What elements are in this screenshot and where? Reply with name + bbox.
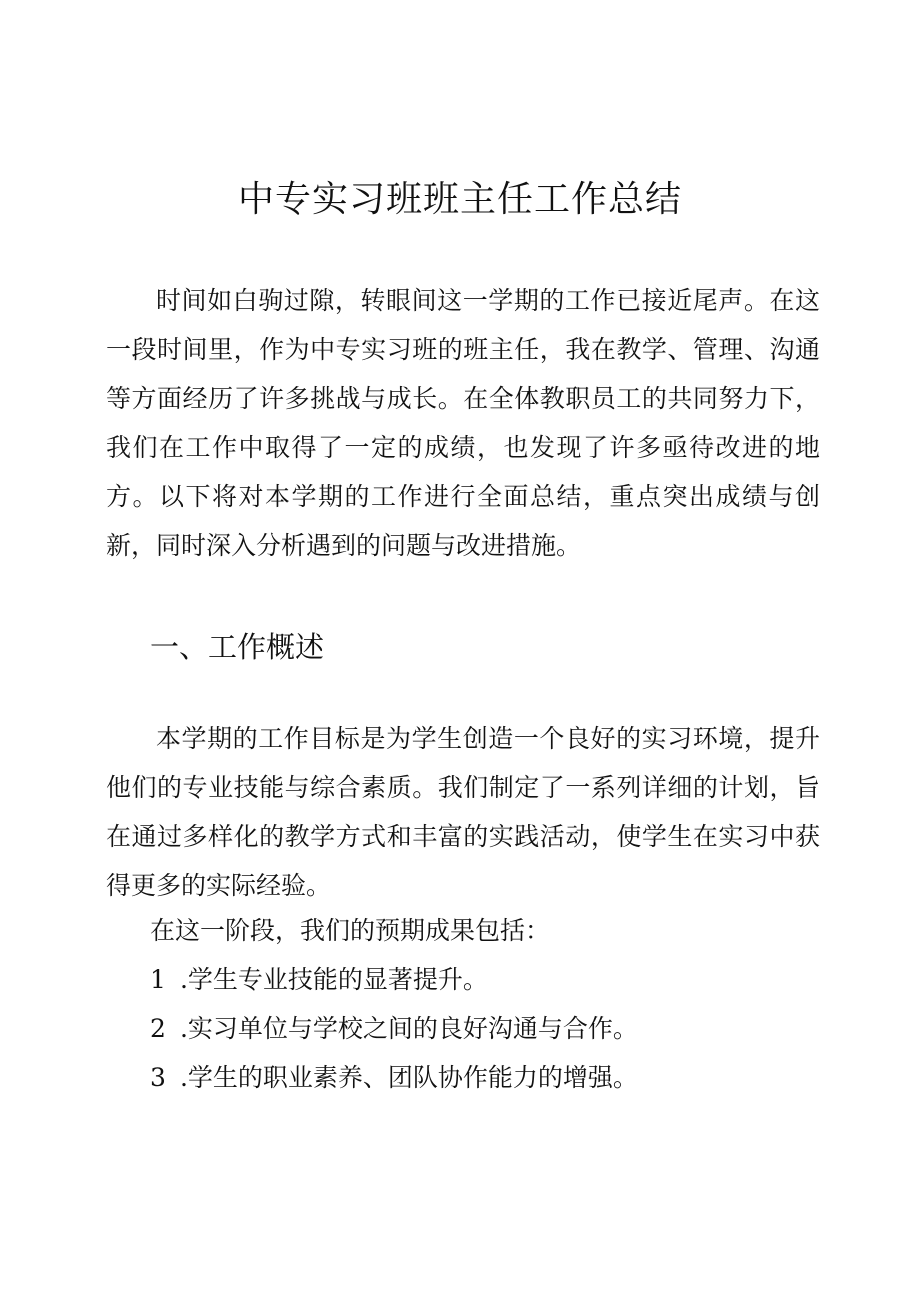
- list-item-text: .学生专业技能的显著提升。: [179, 965, 488, 994]
- document-title: 中专实习班班主任工作总结: [237, 179, 682, 220]
- list-item: [150, 1004, 638, 1053]
- overview-paragraph: 本学期的工作目标是为学生创造一个良好的实习环境，提升他们的专业技能与综合素质。我们制定了一系列详细的计划，旨在通过多样化的教学方式和丰富的实践活动，使学生在实习中获得更多的实际经验。: [106, 724, 820, 900]
- intro-paragraph: 时间如白驹过隙，转眼间这一学期的工作已接近尾声。在这一段时间里，作为中专实习班的班主任，我在教学、管理、沟通等方面经历了许多挑战与成长。在全体教职员工的共同努力下，我们在工作中取得了一定的成绩，也发现了许多亟待改进的地方。以下将对本学期的工作进行全面总结，重点突出成绩与创新，同时深入分析遇到的问题与改进措施。: [106, 286, 820, 560]
- outcomes-list: [150, 955, 638, 1102]
- outcomes-lead: 在这一阶段，我们的预期成果包括：: [150, 916, 551, 945]
- list-item-text: .学生的职业素养、团队协作能力的增强。: [179, 1063, 638, 1092]
- list-item-number: 2: [150, 1014, 166, 1043]
- list-item-number: 3: [150, 1063, 166, 1092]
- list-item: [150, 1053, 638, 1102]
- section-heading-overview: 一、工作概述: [150, 630, 325, 664]
- list-item: [150, 955, 638, 1004]
- list-item-number: 1: [150, 965, 166, 994]
- list-item-text: .实习单位与学校之间的良好沟通与合作。: [179, 1014, 638, 1043]
